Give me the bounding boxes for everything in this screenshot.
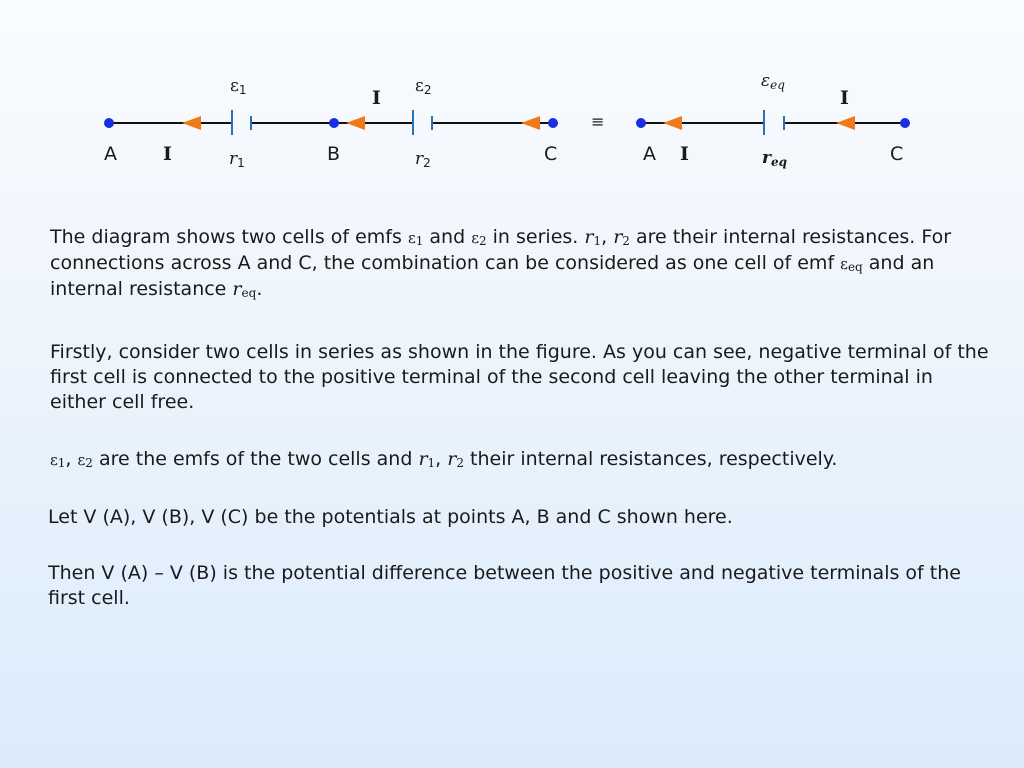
paragraph-potential-difference: Then V (A) – V (B) is the potential difference between the positive and negative terminals of the first cell. [48,562,961,609]
circuit-diagram [0,0,1024,200]
node-a-label: A [104,143,117,165]
current-label-right-bottom: I [680,143,689,165]
resistance-2-label: $r_2$ [415,149,431,170]
node-c-eq-label: C [890,143,904,165]
paragraph-diagram-description: The diagram shows two cells of emfs $\varepsilon_1$ and $\varepsilon_2$ in series. $r_1$, $r_2$ are their internal resistances. For connections across A and C, the combination can be considered as one cell of emf $\varepsilon_{eq}$ and an internal resistance $r_{eq}$. [50,226,952,300]
paragraph-potentials: Let V (A), V (B), V (C) be the potentials at points A, B and C shown here. [48,506,733,528]
resistance-1-label: $r_1$ [229,149,245,170]
paragraph-cells-in-series: Firstly, consider two cells in series as shown in the figure. As you can see, negative terminal of the first cell is connected to the positive terminal of the second cell leaving the other terminal in either cell free. [50,341,989,413]
paragraph-emfs-resistances: $\varepsilon_1$, $\varepsilon_2$ are the emfs of the two cells and $r_1$, $r_2$ their internal resistances, respectively. [50,448,838,470]
resistance-eq-label: $r_{eq}$ [762,148,787,169]
current-label-top: I [372,87,381,109]
emf-2-label: $\varepsilon_2$ [415,76,432,97]
circuit-svg [0,0,1024,200]
current-label-right-top: I [840,87,849,109]
node-b-label: B [327,143,341,165]
emf-eq-label: $\varepsilon_{eq}$ [761,71,785,92]
node-a-eq-label: A [643,143,656,165]
node-c-label: C [544,143,558,165]
emf-1-label: $\varepsilon_1$ [230,76,247,97]
equivalence-symbol: ≡ [591,112,605,131]
current-label-bottom: I [163,143,172,165]
